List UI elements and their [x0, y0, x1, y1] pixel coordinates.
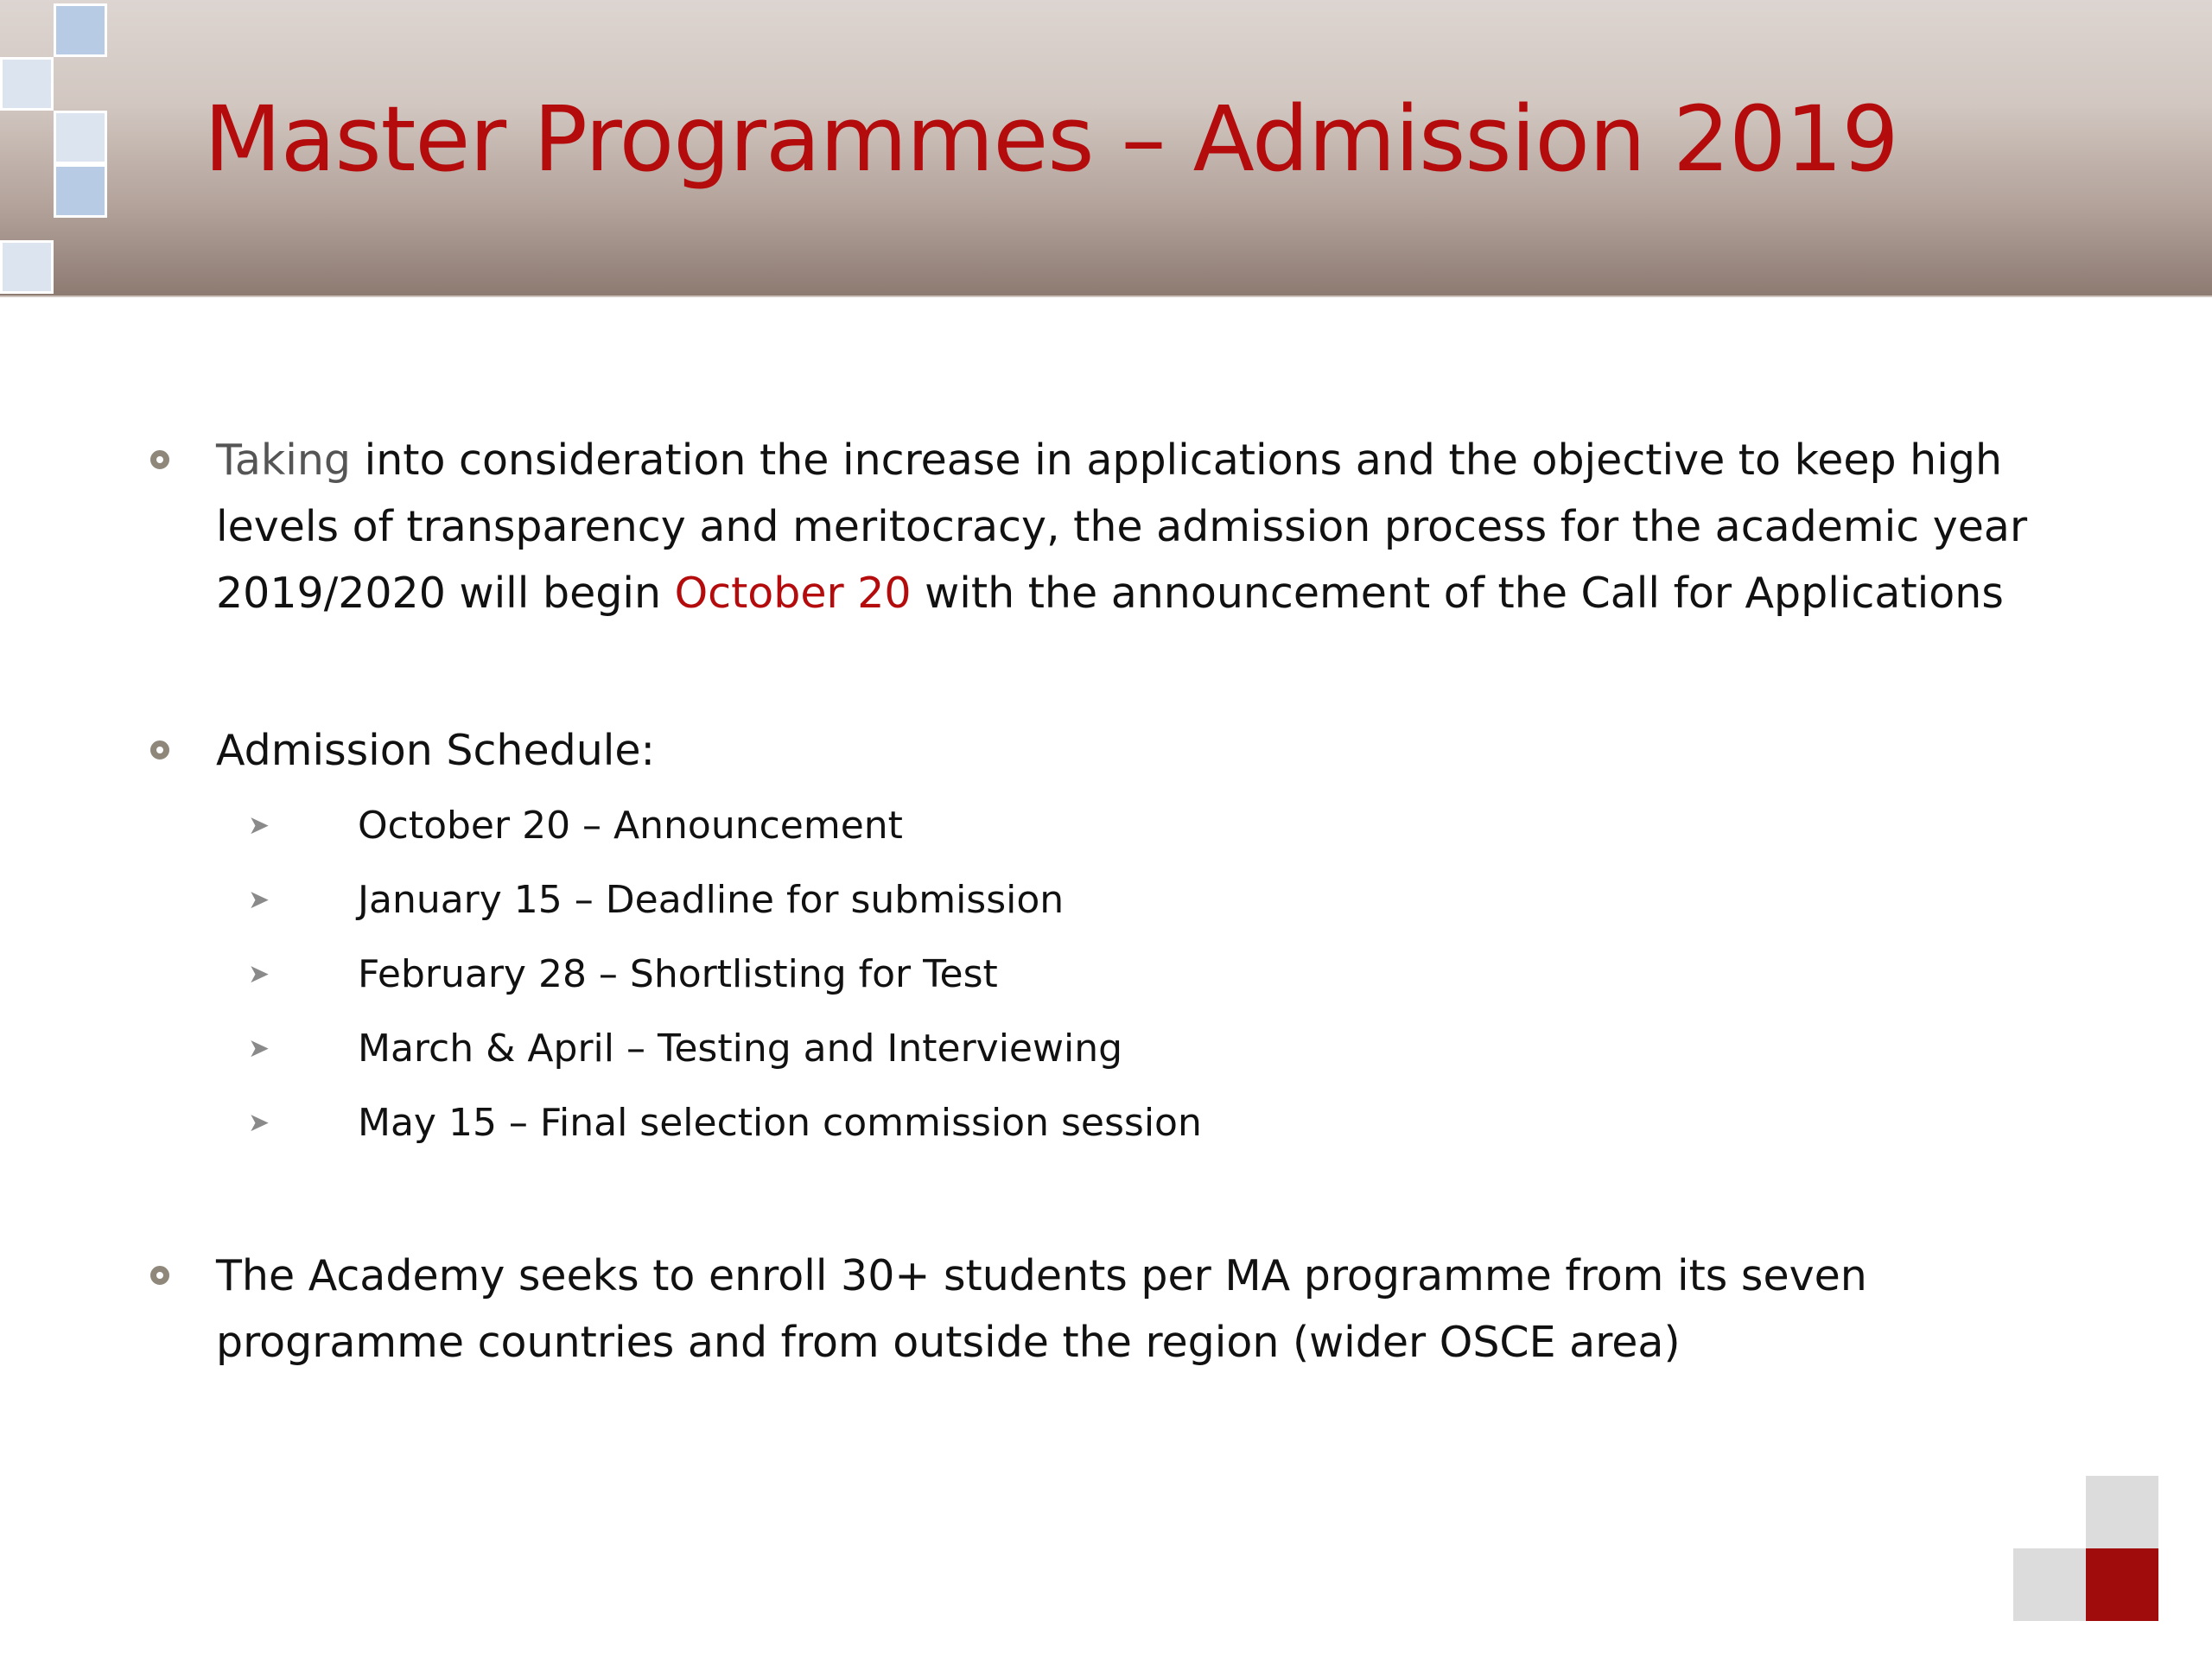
schedule-item-text: March & April – Testing and Interviewing	[358, 1027, 1123, 1071]
slide-title: Master Programmes – Admission 2019	[204, 86, 1898, 192]
arrow-bullet-icon: ➤	[248, 810, 270, 841]
decorative-square	[2086, 1476, 2158, 1548]
decorative-square	[2086, 1548, 2158, 1621]
decorative-square	[2013, 1548, 2086, 1621]
decorative-square	[54, 164, 107, 218]
schedule-item-text: May 15 – Final selection commission session	[358, 1101, 1202, 1145]
schedule-item	[147, 863, 2048, 938]
bullet-item-schedule	[147, 717, 2048, 784]
ring-bullet-icon	[150, 1266, 169, 1285]
decorative-square	[0, 57, 54, 111]
ring-bullet-icon	[150, 450, 169, 469]
schedule-item-text: February 28 – Shortlisting for Test	[358, 952, 998, 996]
highlighted-date: October 20	[674, 569, 912, 618]
ring-bullet-icon	[150, 741, 169, 760]
schedule-item	[147, 789, 2048, 863]
schedule-item-text: January 15 – Deadline for submission	[358, 878, 1065, 922]
arrow-bullet-icon: ➤	[248, 885, 270, 915]
bullet-text: The Academy seeks to enroll 30+ students per MA programme from its seven programme countries and from outside the region (wider OSCE area)	[216, 1251, 1867, 1367]
schedule-item-text: October 20 – Announcement	[358, 804, 903, 848]
bullet-text-segment: Taking	[216, 435, 351, 485]
title-banner	[0, 0, 2212, 297]
slide-body	[147, 427, 2048, 1376]
schedule-item	[147, 1012, 2048, 1086]
bullet-item-intro	[147, 427, 2048, 626]
schedule-list	[147, 789, 2048, 1160]
bullet-item-enrollment	[147, 1243, 2048, 1376]
arrow-bullet-icon: ➤	[248, 1108, 270, 1138]
decorative-square	[0, 240, 54, 294]
decorative-square	[54, 3, 107, 57]
schedule-item	[147, 938, 2048, 1012]
bullet-text-segment: into consideration the increase in applications and the objective to keep high levels of transparency and meritocracy, the admission process for the academic year 2019/2020 will begin	[216, 435, 2028, 618]
schedule-item	[147, 1086, 2048, 1160]
arrow-bullet-icon: ➤	[248, 1033, 270, 1064]
decorative-square	[54, 111, 107, 164]
arrow-bullet-icon: ➤	[248, 959, 270, 989]
bullet-text-segment: with the announcement of the Call for Applications	[911, 569, 2004, 618]
schedule-heading: Admission Schedule:	[216, 726, 656, 775]
